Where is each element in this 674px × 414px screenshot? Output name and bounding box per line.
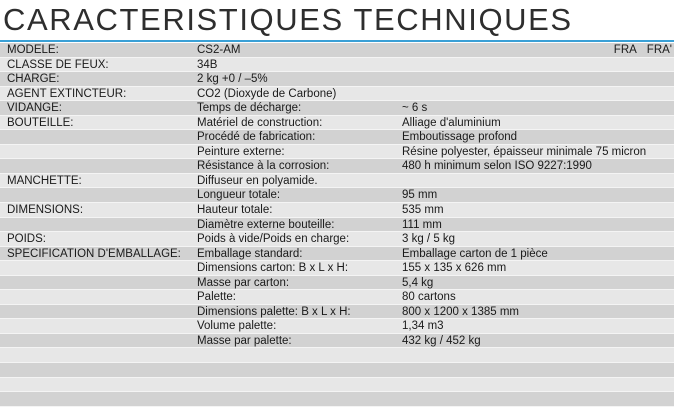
table-row: [0, 87, 674, 102]
table-row: [0, 247, 674, 262]
spec-label: SPECIFICATION D'EMBALLAGE:: [7, 247, 181, 260]
spec-value: 535 mm: [402, 204, 444, 217]
spec-value: Emboutissage profond: [402, 131, 518, 144]
table-row: [0, 348, 674, 363]
table-row: [0, 392, 674, 407]
spec-value: 95 mm: [402, 189, 438, 202]
spec-property: Temps de décharge:: [197, 102, 302, 115]
spec-property: Emballage standard:: [197, 247, 303, 260]
spec-property: Procédé de fabrication:: [197, 131, 316, 144]
spec-property: Masse par carton:: [197, 276, 290, 289]
spec-value: Alliage d'aluminium: [402, 116, 501, 129]
spec-value: 1,34 m3: [402, 320, 444, 333]
spec-label: MODELE:: [7, 44, 59, 56]
spec-table: [0, 43, 674, 407]
spec-label: BOUTEILLE:: [7, 116, 74, 129]
spec-property: CO2 (Dioxyde de Carbone): [197, 87, 337, 100]
spec-value: Résine polyester, épaisseur minimale 75 micron: [402, 145, 647, 158]
spec-label: CHARGE:: [7, 73, 60, 86]
spec-value: 155 x 135 x 626 mm: [402, 262, 507, 275]
spec-property: Volume palette:: [197, 320, 277, 333]
table-row: [0, 334, 674, 349]
spec-property: Longueur totale:: [197, 189, 281, 202]
table-row: [0, 261, 674, 276]
spec-property: Matériel de construction:: [197, 116, 323, 129]
table-row: [0, 43, 674, 58]
spec-value: 480 h minimum selon ISO 9227:1990: [402, 160, 592, 173]
table-row: [0, 159, 674, 174]
spec-value: 3 kg / 5 kg: [402, 233, 456, 246]
spec-value: 111 mm: [402, 218, 442, 231]
table-row: [0, 58, 674, 73]
spec-value: 800 x 1200 x 1385 mm: [402, 305, 519, 318]
spec-value: 432 kg / 452 kg: [402, 334, 481, 347]
spec-property: Diamètre externe bouteille:: [197, 218, 335, 231]
table-row: [0, 305, 674, 320]
title-underline: [0, 40, 674, 42]
spec-property: Masse par palette:: [197, 334, 292, 347]
spec-value: 5,4 kg: [402, 276, 434, 289]
table-row: [0, 188, 674, 203]
table-row: [0, 130, 674, 145]
table-row: [0, 174, 674, 189]
spec-property: CS2-AM: [197, 44, 241, 56]
spec-label: MANCHETTE:: [7, 174, 82, 187]
table-row: [0, 232, 674, 247]
spec-property: Dimensions carton: B x L x H:: [197, 262, 349, 275]
table-row: [0, 101, 674, 116]
table-row: [0, 276, 674, 291]
spec-property: Peinture externe:: [197, 145, 285, 158]
table-row: [0, 145, 674, 160]
spec-label: DIMENSIONS:: [7, 204, 84, 217]
spec-property: 2 kg +0 / –5%: [197, 73, 268, 86]
table-row: [0, 319, 674, 334]
spec-value: Emballage carton de 1 pièce: [402, 247, 548, 260]
table-row: [0, 203, 674, 218]
spec-label: AGENT EXTINCTEUR:: [7, 87, 127, 100]
table-row: [0, 290, 674, 305]
table-row: [0, 218, 674, 233]
language-badge: FRA': [646, 44, 672, 56]
spec-property: Dimensions palette: B x L x H:: [197, 305, 351, 318]
spec-value: ~ 6 s: [402, 102, 428, 115]
spec-value: 80 cartons: [402, 291, 456, 304]
spec-label: CLASSE DE FEUX:: [7, 58, 109, 71]
table-row: [0, 116, 674, 131]
spec-property: Poids à vide/Poids en charge:: [197, 233, 350, 246]
language-badges: [604, 43, 672, 58]
page-title: CARACTERISTIQUES TECHNIQUES: [3, 2, 573, 37]
spec-property: 34B: [197, 58, 218, 71]
language-badge: FRA: [613, 44, 637, 56]
spec-label: POIDS:: [7, 233, 46, 246]
table-row: [0, 72, 674, 87]
table-row: [0, 363, 674, 378]
spec-property: Palette:: [197, 291, 236, 304]
spec-label: VIDANGE:: [7, 102, 62, 115]
spec-property: Résistance à la corrosion:: [197, 160, 330, 173]
table-row: [0, 378, 674, 393]
spec-property: Diffuseur en polyamide.: [197, 174, 318, 187]
spec-property: Hauteur totale:: [197, 204, 273, 217]
